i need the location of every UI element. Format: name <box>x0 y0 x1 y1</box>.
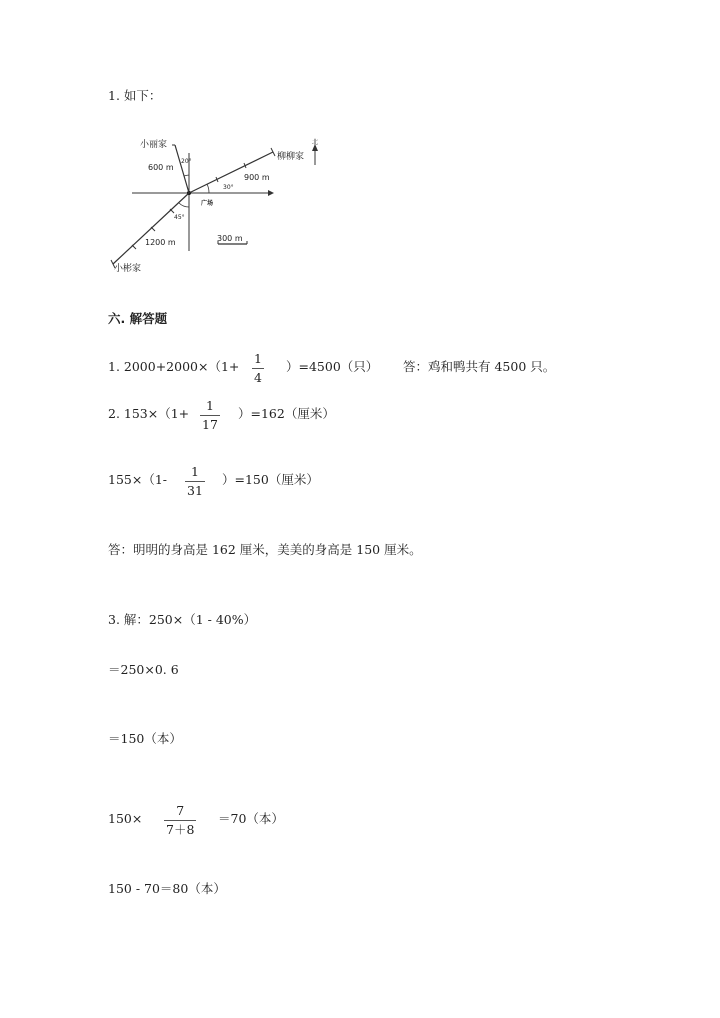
label-angle-45: 45° <box>174 214 185 221</box>
direction-diagram <box>108 133 338 278</box>
q1-expression-part2: ）=4500（只） <box>286 359 379 374</box>
q2-line2-fraction <box>185 465 205 498</box>
q2-line1-part1: 2. 153×（1+ <box>108 406 190 421</box>
label-dist-1200: 1200 m <box>145 238 176 247</box>
label-angle-30: 30° <box>223 184 234 191</box>
q3-line4-frac-denominator: 7＋8 <box>166 822 195 837</box>
label-scale: 300 m <box>217 234 243 243</box>
liuliu-end-mark <box>271 148 275 156</box>
label-square: 广场 <box>201 200 214 207</box>
label-angle-20: 20° <box>181 158 192 165</box>
route-to-xiaoli <box>175 145 189 193</box>
angle-arc-20 <box>184 175 189 176</box>
q2-line2-frac-bar <box>185 481 205 482</box>
q2-line1-part2: ）=162（厘米） <box>238 406 335 421</box>
q1-answer: 答：鸡和鸭共有 4500 只。 <box>403 359 556 374</box>
q3-line5: 150 - 70＝80（本） <box>108 881 226 896</box>
q2-answer: 答：明明的身高是 162 厘米，美美的身高是 150 厘米。 <box>108 542 422 557</box>
angle-arc-30 <box>207 184 209 193</box>
q2-line2-part2: ）=150（厘米） <box>222 472 319 487</box>
label-liuliu-home: 柳柳家 <box>277 152 305 162</box>
xiaobin-tick-3 <box>132 245 136 249</box>
label-xiaobin-home: 小彬家 <box>114 264 142 274</box>
angle-arc-45 <box>179 203 189 207</box>
label-xiaoli-home: 小丽家 <box>140 140 168 150</box>
q3-line4-frac-numerator: 7 <box>176 803 185 818</box>
label-north: 北 <box>312 139 319 146</box>
q3-line4-part1: 150× <box>108 811 143 826</box>
q3-line4-frac-bar <box>164 820 196 821</box>
q2-line1-fraction <box>200 399 220 432</box>
east-arrow-head <box>268 190 274 196</box>
section6-title: 六. 解答题 <box>108 311 168 326</box>
xiaobin-tick-2 <box>151 227 155 231</box>
label-dist-600: 600 m <box>148 163 174 172</box>
q2-line1-frac-numerator: 1 <box>205 398 214 413</box>
q2-line2-part1: 155×（1- <box>108 472 168 487</box>
q1-fraction <box>252 352 264 385</box>
route-to-xiaobin <box>113 193 189 264</box>
q1-frac-bar <box>252 368 264 369</box>
q3-line4-part2: ＝70（本） <box>218 811 284 826</box>
q1-expression-part1: 1. 2000+2000×（1+ <box>108 359 240 374</box>
label-dist-900: 900 m <box>244 173 270 182</box>
q3-line4-fraction <box>164 804 196 837</box>
q2-line1-frac-denominator: 17 <box>202 417 218 432</box>
q1-frac-numerator: 1 <box>254 351 262 366</box>
q1-frac-denominator: 4 <box>254 370 262 385</box>
q2-line2-frac-numerator: 1 <box>190 464 199 479</box>
q2-line1-frac-bar <box>200 415 220 416</box>
q2-line2-frac-denominator: 31 <box>187 483 203 498</box>
q3-line3: ＝150（本） <box>108 731 182 746</box>
q3-line1: 3. 解：250×（1 - 40%） <box>108 612 257 627</box>
q3-line2: ＝250×0. 6 <box>108 662 179 677</box>
section1-heading: 1. 如下： <box>108 88 162 103</box>
